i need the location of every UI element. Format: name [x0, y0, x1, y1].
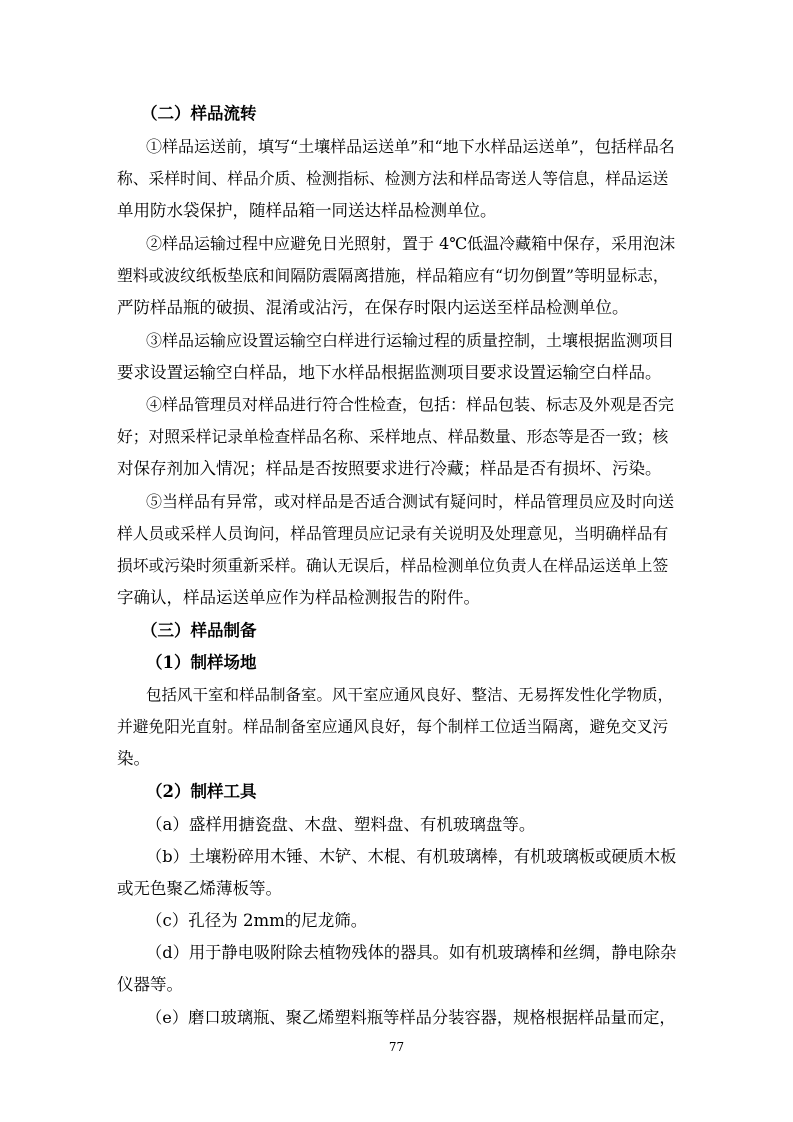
paragraph-line: 并避免阳光直射。样品制备室应通风良好，每个制样工位适当隔离，避免交叉污 — [117, 717, 669, 736]
paragraph-line: ③样品运输应设置运输空白样进行运输过程的质量控制，土壤根据监测项目 — [146, 331, 675, 350]
paragraph-line: ①样品运送前，填写“土壤样品运送单”和“地下水样品运送单”，包括样品名 — [146, 137, 675, 156]
paragraph-line: 字确认，样品运送单应作为样品检测报告的附件。 — [117, 588, 480, 607]
paragraph-line: 染。 — [117, 749, 150, 768]
paragraph-line: 损坏或污染时须重新采样。确认无误后，样品检测单位负责人在样品运送单上签 — [117, 556, 669, 575]
list-item-d: （d）用于静电吸附除去植物残体的器具。如有机玻璃棒和丝绸，静电除杂 — [146, 943, 677, 962]
list-item-e: （e）磨口玻璃瓶、聚乙烯塑料瓶等样品分装容器，规格根据样品量而定， — [146, 1008, 676, 1027]
paragraph-line: ⑤当样品有异常，或对样品是否适合测试有疑问时，样品管理员应及时向送 — [146, 492, 675, 511]
section-heading: （二）样品流转 — [141, 104, 257, 123]
paragraph-line: 对保存剂加入情况；样品是否按照要求进行冷藏；样品是否有损坏、污染。 — [117, 459, 662, 478]
paragraph-line: 称、采样时间、样品介质、检测指标、检测方法和样品寄送人等信息，样品运送 — [117, 169, 669, 188]
paragraph-line: 样人员或采样人员询问，样品管理员应记录有关说明及处理意见，当明确样品有 — [117, 524, 669, 543]
paragraph-line: 包括风干室和样品制备室。风干室应通风良好、整洁、无易挥发性化学物质， — [146, 686, 674, 704]
list-item-c: （c）孔径为 2mm的尼龙筛。 — [146, 911, 368, 930]
list-item-b-cont: 或无色聚乙烯薄板等。 — [117, 879, 282, 898]
paragraph-line: 严防样品瓶的破损、混淆或沾污，在保存时限内运送至样品检测单位。 — [117, 298, 629, 317]
page-number: 77 — [388, 1040, 405, 1054]
section-heading: （三）样品制备 — [141, 621, 257, 640]
list-item-d-cont: 仪器等。 — [117, 975, 183, 994]
paragraph-line: ②样品运输过程中应避免日光照射，置于 4℃低温冷藏箱中保存，采用泡沫 — [146, 234, 676, 253]
paragraph-line: 要求设置运输空白样品，地下水样品根据监测项目要求设置运输空白样品。 — [117, 363, 662, 382]
subsection-heading: （1）制样场地 — [146, 653, 257, 672]
paragraph-line: 好；对照采样记录单检查样品名称、采样地点、样品数量、形态等是否一致；核 — [117, 427, 669, 446]
paragraph-line: 塑料或波纹纸板垫底和间隔防震隔离措施，样品箱应有“切勿倒置”等明显标志， — [117, 266, 669, 285]
paragraph-line: 单用防水袋保护，随样品箱一同送达样品检测单位。 — [117, 201, 497, 220]
list-item-a: （a）盛样用搪瓷盘、木盘、塑料盘、有机玻璃盘等。 — [146, 815, 536, 834]
paragraph-line: ④样品管理员对样品进行符合性检查，包括：样品包装、标志及外观是否完 — [146, 395, 675, 414]
list-item-b: （b）土壤粉碎用木锤、木铲、木棍、有机玻璃棒，有机玻璃板或硬质木板 — [146, 847, 677, 866]
subsection-heading: （2）制样工具 — [146, 782, 257, 801]
